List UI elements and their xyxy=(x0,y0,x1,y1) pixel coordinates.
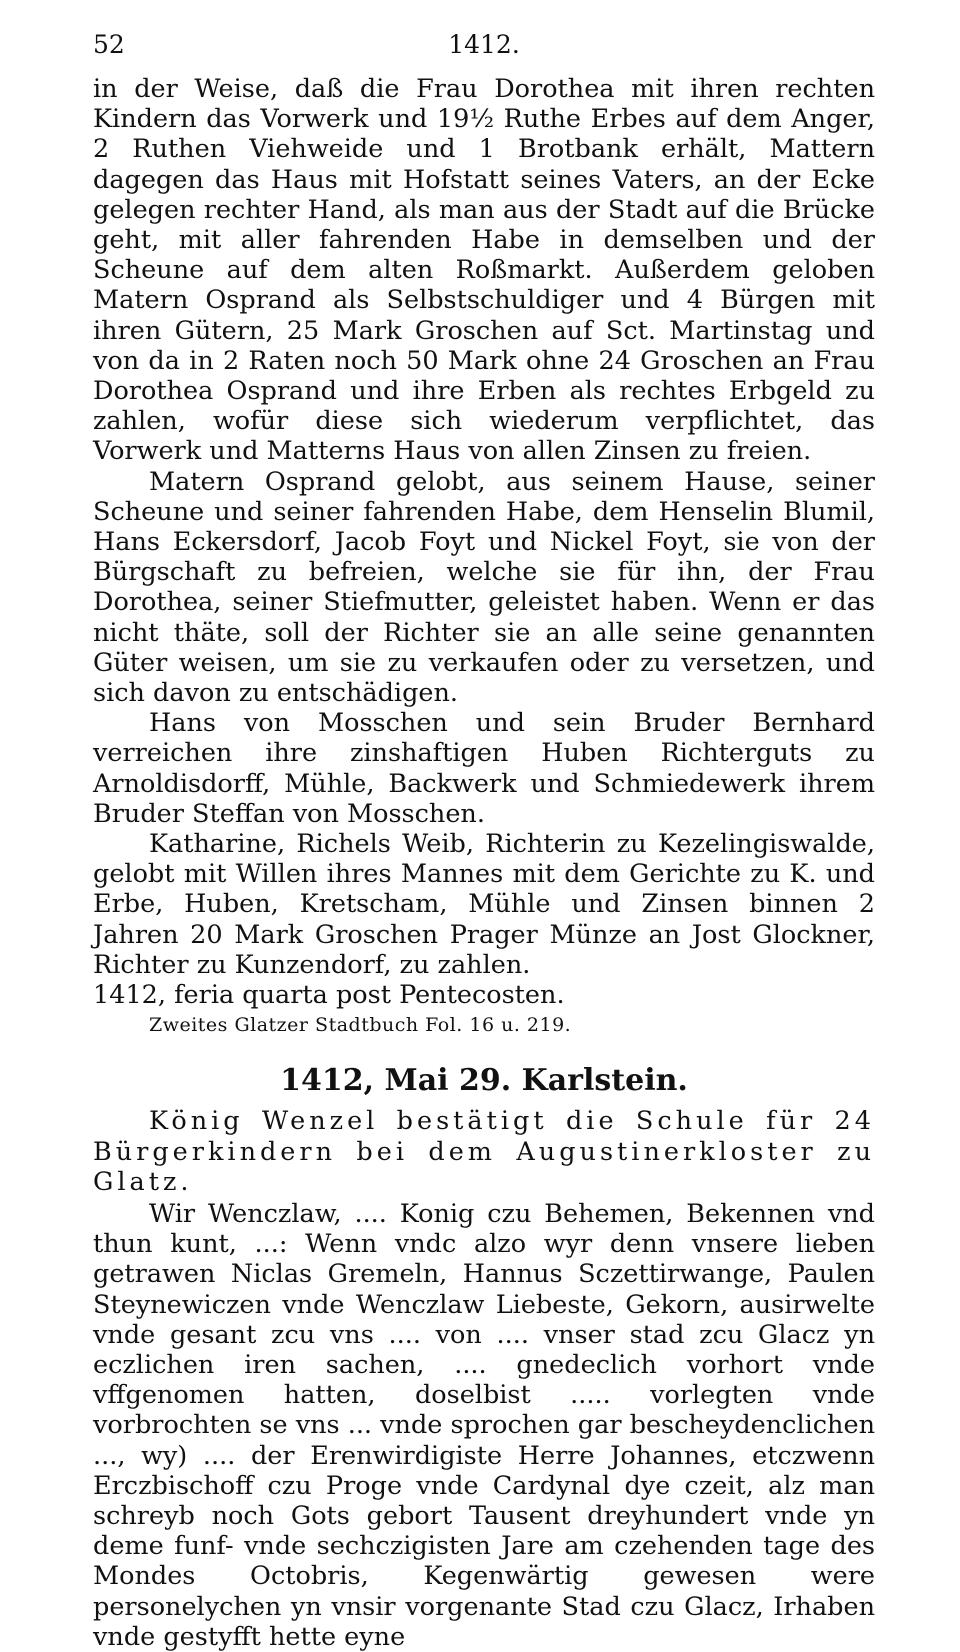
paragraph-continued: in der Weise, daß die Frau Dorothea mit ihren rechten Kindern das Vorwerk und 19½ Ruthe Erbes auf dem Anger, 2 Ruthen Viehweide und 1 Brotbank erhält, Mattern dagegen das Haus mit Hofstatt seines Vaters, an der Ecke gelegen rechter Hand, als man aus der Stadt auf die Brücke geht, mit aller fahrenden Habe in demselben und der Scheune auf dem alten Roßmarkt. Außerdem geloben Matern Osprand als Selbstschuldiger und 4 Bürgen mit ihren Gütern, 25 Mark Groschen auf Sct. Martinstag und von da in 2 Raten noch 50 Mark ohne 24 Groschen an Frau Dorothea Osprand und ihre Erben als rechtes Erbgeld zu zahlen, wofür diese sich wiederum verpflichtet, das Vorwerk und Matterns Haus von allen Zinsen zu freien. xyxy=(93,74,875,467)
latin-date-line: 1412, feria quarta post Pentecosten. xyxy=(93,980,565,1011)
paragraph-osprand: Matern Osprand gelobt, aus seinem Hause, seiner Scheune und seiner fahrenden Habe, dem Henselin Blumil, Hans Eckersdorf, Jacob Foyt und Nickel Foyt, sie von der Bürgschaft zu befreien, welche sie für ihn, der Frau Dorothea, seiner Stiefmutter, geleistet haben. Wenn er das nicht thäte, soll der Richter sie an alle seine genannten Güter weisen, um sie zu verkaufen oder zu versetzen, und sich davon zu entschädigen. xyxy=(93,466,875,709)
source-citation: Zweites Glatzer Stadtbuch Fol. 16 u. 219. xyxy=(149,1014,572,1037)
page-number: 52 xyxy=(93,30,125,59)
section-summary: König Wenzel bestätigt die Schule für 24 Bürgerkindern bei dem Augustinerkloster zu Glatz. xyxy=(93,1106,875,1197)
section-heading: 1412, Mai 29. Karlstein. xyxy=(280,1063,688,1099)
page-header xyxy=(93,30,875,74)
running-head: 1412. xyxy=(448,30,520,59)
paragraph-katharine: Katharine, Richels Weib, Richterin zu Kezelingiswalde, gelobt mit Willen ihres Mannes mit dem Gerichte zu K. und Erbe, Huben, Kretscham, Mühle und Zinsen binnen 2 Jahren 20 Mark Groschen Prager Münze an Jost Glockner, Richter zu Kunzendorf, zu zahlen. xyxy=(93,829,875,980)
charter-text: Wir Wenczlaw, .... Konig czu Behemen, Bekennen vnd thun kunt, ...: Wenn vndc alzo wyr denn vnsere lieben getrawen Niclas Gremeln, Hannus Sczettirwange, Paulen Steynewiczen vnde Wenczlaw Liebeste, Gekorn, ausirwelte vnde gesant zcu vns .... von .... vnser stad zcu Glacz yn eczlichen iren sachen, .... gnedeclich vorhort vnde vffgenomen hatten, doselbist ..... vorlegten vnde vorbrochten se vns ... vnde sprochen gar bescheydenclichen ..., wy) .... der Erenwirdigiste Herre Johannes, etczwenn Erczbischoff czu Proge vnde Cardynal dye czeit, alz man schreyb noch Gots gebort Tausent dreyhundert vnde yn deme funf- vnde sechczigisten Jare am czehenden tage des Mondes Octobris, Kegenwärtig gewesen were personelychen yn vnsir vorgenante Stad czu Glacz, Irhaben vnde gestyfft hette eyne xyxy=(93,1198,875,1652)
paragraph-mosschen: Hans von Mosschen und sein Bruder Bernhard verreichen ihre zinshaftigen Huben Richterguts zu Arnoldisdorff, Mühle, Backwerk und Schmiedewerk ihrem Bruder Steffan von Mosschen. xyxy=(93,708,875,829)
document-page xyxy=(93,30,875,1652)
